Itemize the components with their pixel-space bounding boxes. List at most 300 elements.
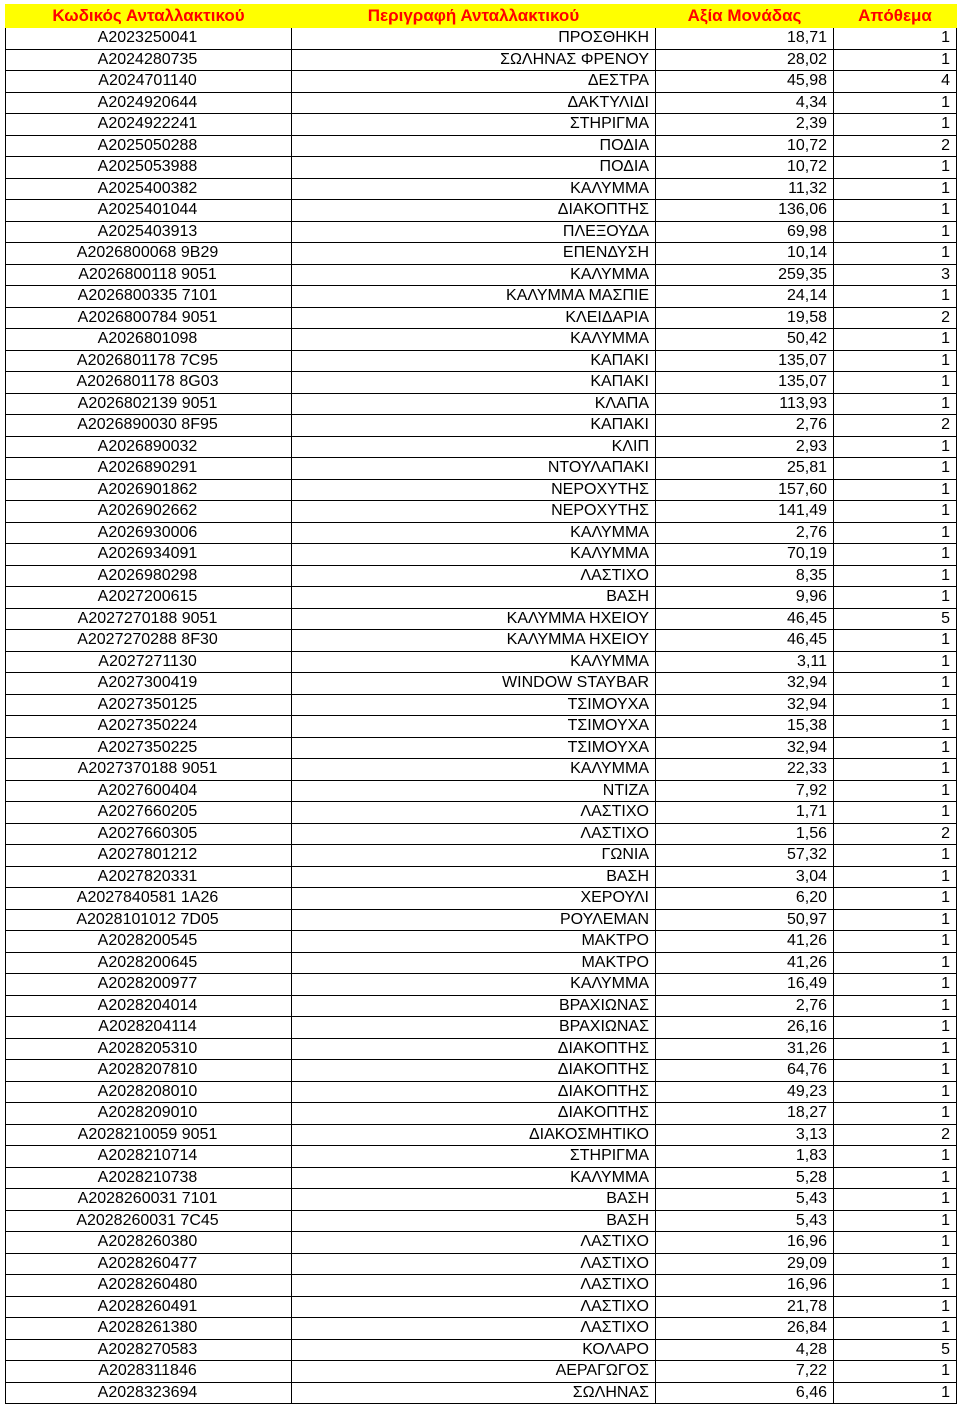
unit-price-cell[interactable]: 50,97: [656, 909, 834, 931]
stock-cell[interactable]: 1: [834, 737, 957, 759]
table-row[interactable]: [6, 1339, 957, 1361]
unit-price-cell[interactable]: 18,71: [656, 28, 834, 50]
part-code-cell[interactable]: A2027270288 8F30: [6, 630, 292, 652]
unit-price-cell[interactable]: 2,39: [656, 114, 834, 136]
unit-price-cell[interactable]: 28,02: [656, 49, 834, 71]
unit-price-cell[interactable]: 19,58: [656, 307, 834, 329]
table-row[interactable]: [6, 866, 957, 888]
part-description-cell[interactable]: ΜΑΚΤΡΟ: [292, 931, 656, 953]
table-row[interactable]: [6, 544, 957, 566]
part-description-cell[interactable]: ΚΑΠΑΚΙ: [292, 372, 656, 394]
stock-cell[interactable]: 1: [834, 436, 957, 458]
unit-price-cell[interactable]: 3,11: [656, 651, 834, 673]
part-description-cell[interactable]: ΚΑΛΥΜΜΑ: [292, 329, 656, 351]
table-row[interactable]: [6, 952, 957, 974]
part-code-cell[interactable]: A2024280735: [6, 49, 292, 71]
part-description-cell[interactable]: ΛΑΣΤΙΧΟ: [292, 802, 656, 824]
unit-price-cell[interactable]: 3,04: [656, 866, 834, 888]
stock-cell[interactable]: 1: [834, 952, 957, 974]
table-row[interactable]: [6, 286, 957, 308]
part-code-cell[interactable]: A2026800118 9051: [6, 264, 292, 286]
unit-price-cell[interactable]: 32,94: [656, 673, 834, 695]
unit-price-cell[interactable]: 15,38: [656, 716, 834, 738]
part-description-cell[interactable]: ΔΙΑΚΟΠΤΗΣ: [292, 200, 656, 222]
part-description-cell[interactable]: ΛΑΣΤΙΧΟ: [292, 1296, 656, 1318]
part-code-cell[interactable]: A2027300419: [6, 673, 292, 695]
stock-cell[interactable]: 1: [834, 651, 957, 673]
unit-price-cell[interactable]: 29,09: [656, 1253, 834, 1275]
part-code-cell[interactable]: A2027270188 9051: [6, 608, 292, 630]
column-header-stock[interactable]: Απόθεμα: [834, 5, 957, 28]
part-code-cell[interactable]: A2027840581 1A26: [6, 888, 292, 910]
part-description-cell[interactable]: WINDOW STAYBAR: [292, 673, 656, 695]
part-description-cell[interactable]: ΡΟΥΛΕΜΑΝ: [292, 909, 656, 931]
part-code-cell[interactable]: A2025053988: [6, 157, 292, 179]
stock-cell[interactable]: 1: [834, 565, 957, 587]
unit-price-cell[interactable]: 22,33: [656, 759, 834, 781]
part-description-cell[interactable]: ΕΠΕΝΔΥΣΗ: [292, 243, 656, 265]
part-description-cell[interactable]: ΚΑΛΥΜΜΑ ΗΧΕΙΟΥ: [292, 630, 656, 652]
unit-price-cell[interactable]: 135,07: [656, 372, 834, 394]
part-description-cell[interactable]: ΣΤΗΡΙΓΜΑ: [292, 1146, 656, 1168]
stock-cell[interactable]: 2: [834, 823, 957, 845]
unit-price-cell[interactable]: 10,14: [656, 243, 834, 265]
part-code-cell[interactable]: A2027350224: [6, 716, 292, 738]
table-row[interactable]: [6, 565, 957, 587]
stock-cell[interactable]: 1: [834, 393, 957, 415]
table-row[interactable]: [6, 1038, 957, 1060]
part-description-cell[interactable]: ΚΑΛΥΜΜΑ: [292, 974, 656, 996]
unit-price-cell[interactable]: 2,76: [656, 522, 834, 544]
stock-cell[interactable]: 1: [834, 544, 957, 566]
table-row[interactable]: [6, 630, 957, 652]
part-description-cell[interactable]: ΚΑΛΥΜΜΑ ΗΧΕΙΟΥ: [292, 608, 656, 630]
part-code-cell[interactable]: A2026890291: [6, 458, 292, 480]
unit-price-cell[interactable]: 8,35: [656, 565, 834, 587]
stock-cell[interactable]: 4: [834, 71, 957, 93]
stock-cell[interactable]: 1: [834, 780, 957, 802]
table-row[interactable]: [6, 436, 957, 458]
part-code-cell[interactable]: A2027200615: [6, 587, 292, 609]
table-row[interactable]: [6, 737, 957, 759]
part-code-cell[interactable]: A2028260477: [6, 1253, 292, 1275]
table-row[interactable]: [6, 350, 957, 372]
part-code-cell[interactable]: A2026800784 9051: [6, 307, 292, 329]
stock-cell[interactable]: 1: [834, 92, 957, 114]
table-row[interactable]: [6, 1103, 957, 1125]
table-row[interactable]: [6, 200, 957, 222]
part-code-cell[interactable]: A2027801212: [6, 845, 292, 867]
table-row[interactable]: [6, 694, 957, 716]
part-description-cell[interactable]: ΓΩΝΙΑ: [292, 845, 656, 867]
unit-price-cell[interactable]: 25,81: [656, 458, 834, 480]
part-code-cell[interactable]: A2027350125: [6, 694, 292, 716]
part-description-cell[interactable]: ΔΙΑΚΟΠΤΗΣ: [292, 1103, 656, 1125]
stock-cell[interactable]: 1: [834, 845, 957, 867]
table-row[interactable]: [6, 1017, 957, 1039]
stock-cell[interactable]: 1: [834, 200, 957, 222]
part-code-cell[interactable]: A2028270583: [6, 1339, 292, 1361]
stock-cell[interactable]: 1: [834, 1296, 957, 1318]
table-row[interactable]: [6, 329, 957, 351]
stock-cell[interactable]: 1: [834, 49, 957, 71]
table-row[interactable]: [6, 1146, 957, 1168]
stock-cell[interactable]: 1: [834, 1060, 957, 1082]
table-row[interactable]: [6, 221, 957, 243]
part-description-cell[interactable]: ΚΛΕΙΔΑΡΙΑ: [292, 307, 656, 329]
unit-price-cell[interactable]: 5,43: [656, 1189, 834, 1211]
part-description-cell[interactable]: ΝΤΙΖΑ: [292, 780, 656, 802]
table-row[interactable]: [6, 823, 957, 845]
unit-price-cell[interactable]: 16,96: [656, 1232, 834, 1254]
unit-price-cell[interactable]: 3,13: [656, 1124, 834, 1146]
table-row[interactable]: [6, 1361, 957, 1383]
stock-cell[interactable]: 1: [834, 1167, 957, 1189]
part-code-cell[interactable]: A2026801178 8G03: [6, 372, 292, 394]
stock-cell[interactable]: 1: [834, 1318, 957, 1340]
part-description-cell[interactable]: ΔΙΑΚΟΠΤΗΣ: [292, 1081, 656, 1103]
part-description-cell[interactable]: ΔΙΑΚΟΠΤΗΣ: [292, 1060, 656, 1082]
stock-cell[interactable]: 1: [834, 802, 957, 824]
stock-cell[interactable]: 1: [834, 1361, 957, 1383]
stock-cell[interactable]: 1: [834, 501, 957, 523]
part-description-cell[interactable]: ΣΩΛΗΝΑΣ ΦΡΕΝΟΥ: [292, 49, 656, 71]
unit-price-cell[interactable]: 7,92: [656, 780, 834, 802]
unit-price-cell[interactable]: 6,20: [656, 888, 834, 910]
table-row[interactable]: [6, 71, 957, 93]
part-code-cell[interactable]: A2028101012 7D05: [6, 909, 292, 931]
stock-cell[interactable]: 1: [834, 1253, 957, 1275]
unit-price-cell[interactable]: 69,98: [656, 221, 834, 243]
stock-cell[interactable]: 1: [834, 1382, 957, 1404]
unit-price-cell[interactable]: 41,26: [656, 952, 834, 974]
stock-cell[interactable]: 1: [834, 114, 957, 136]
part-description-cell[interactable]: ΠΟΔΙΑ: [292, 157, 656, 179]
part-description-cell[interactable]: ΝΕΡΟΧΥΤΗΣ: [292, 501, 656, 523]
stock-cell[interactable]: 1: [834, 1189, 957, 1211]
part-description-cell[interactable]: ΠΛΕΞΟΥΔΑ: [292, 221, 656, 243]
unit-price-cell[interactable]: 5,28: [656, 1167, 834, 1189]
unit-price-cell[interactable]: 57,32: [656, 845, 834, 867]
part-code-cell[interactable]: A2028260480: [6, 1275, 292, 1297]
part-code-cell[interactable]: A2028260491: [6, 1296, 292, 1318]
stock-cell[interactable]: 1: [834, 178, 957, 200]
part-description-cell[interactable]: ΠΟΔΙΑ: [292, 135, 656, 157]
stock-cell[interactable]: 1: [834, 995, 957, 1017]
part-code-cell[interactable]: A2024922241: [6, 114, 292, 136]
table-row[interactable]: [6, 114, 957, 136]
part-description-cell[interactable]: ΚΑΛΥΜΜΑ: [292, 651, 656, 673]
part-description-cell[interactable]: ΚΑΛΥΜΜΑ: [292, 544, 656, 566]
unit-price-cell[interactable]: 7,22: [656, 1361, 834, 1383]
part-code-cell[interactable]: A2027350225: [6, 737, 292, 759]
stock-cell[interactable]: 1: [834, 221, 957, 243]
unit-price-cell[interactable]: 64,76: [656, 1060, 834, 1082]
part-description-cell[interactable]: ΔΕΣΤΡΑ: [292, 71, 656, 93]
table-row[interactable]: [6, 716, 957, 738]
table-row[interactable]: [6, 479, 957, 501]
part-code-cell[interactable]: A2026890030 8F95: [6, 415, 292, 437]
table-row[interactable]: [6, 178, 957, 200]
unit-price-cell[interactable]: 141,49: [656, 501, 834, 523]
part-description-cell[interactable]: ΚΑΛΥΜΜΑ: [292, 178, 656, 200]
part-description-cell[interactable]: ΛΑΣΤΙΧΟ: [292, 1232, 656, 1254]
part-description-cell[interactable]: ΚΟΛΑΡΟ: [292, 1339, 656, 1361]
stock-cell[interactable]: 1: [834, 458, 957, 480]
part-code-cell[interactable]: A2024701140: [6, 71, 292, 93]
table-row[interactable]: [6, 974, 957, 996]
stock-cell[interactable]: 1: [834, 28, 957, 50]
table-row[interactable]: [6, 1382, 957, 1404]
unit-price-cell[interactable]: 259,35: [656, 264, 834, 286]
part-description-cell[interactable]: ΒΑΣΗ: [292, 587, 656, 609]
part-code-cell[interactable]: A2026930006: [6, 522, 292, 544]
part-code-cell[interactable]: A2026802139 9051: [6, 393, 292, 415]
part-code-cell[interactable]: A2028260031 7101: [6, 1189, 292, 1211]
stock-cell[interactable]: 1: [834, 630, 957, 652]
part-description-cell[interactable]: ΚΑΛΥΜΜΑ ΜΑΣΠΙΕ: [292, 286, 656, 308]
part-code-cell[interactable]: A2026890032: [6, 436, 292, 458]
table-row[interactable]: [6, 1060, 957, 1082]
part-code-cell[interactable]: A2026800068 9B29: [6, 243, 292, 265]
stock-cell[interactable]: 1: [834, 479, 957, 501]
table-row[interactable]: [6, 1189, 957, 1211]
part-description-cell[interactable]: ΚΑΠΑΚΙ: [292, 415, 656, 437]
stock-cell[interactable]: 1: [834, 974, 957, 996]
unit-price-cell[interactable]: 32,94: [656, 694, 834, 716]
stock-cell[interactable]: 1: [834, 243, 957, 265]
part-code-cell[interactable]: A2028323694: [6, 1382, 292, 1404]
column-header-part-code[interactable]: Κωδικός Ανταλλακτικού: [6, 5, 292, 28]
table-row[interactable]: [6, 673, 957, 695]
stock-cell[interactable]: 5: [834, 608, 957, 630]
unit-price-cell[interactable]: 2,76: [656, 995, 834, 1017]
part-description-cell[interactable]: ΤΣΙΜΟΥΧΑ: [292, 716, 656, 738]
table-row[interactable]: [6, 92, 957, 114]
stock-cell[interactable]: 1: [834, 522, 957, 544]
part-description-cell[interactable]: ΧΕΡΟΥΛΙ: [292, 888, 656, 910]
part-description-cell[interactable]: ΠΡΟΣΘΗΚΗ: [292, 28, 656, 50]
stock-cell[interactable]: 2: [834, 415, 957, 437]
unit-price-cell[interactable]: 24,14: [656, 286, 834, 308]
part-code-cell[interactable]: A2026801178 7C95: [6, 350, 292, 372]
stock-cell[interactable]: 1: [834, 1210, 957, 1232]
unit-price-cell[interactable]: 21,78: [656, 1296, 834, 1318]
table-row[interactable]: [6, 264, 957, 286]
part-code-cell[interactable]: A2027600404: [6, 780, 292, 802]
unit-price-cell[interactable]: 2,76: [656, 415, 834, 437]
stock-cell[interactable]: 3: [834, 264, 957, 286]
table-row[interactable]: [6, 372, 957, 394]
unit-price-cell[interactable]: 70,19: [656, 544, 834, 566]
part-code-cell[interactable]: A2028200545: [6, 931, 292, 953]
part-code-cell[interactable]: A2026901862: [6, 479, 292, 501]
table-row[interactable]: [6, 1124, 957, 1146]
stock-cell[interactable]: 1: [834, 1146, 957, 1168]
unit-price-cell[interactable]: 41,26: [656, 931, 834, 953]
part-code-cell[interactable]: A2028208010: [6, 1081, 292, 1103]
part-description-cell[interactable]: ΛΑΣΤΙΧΟ: [292, 565, 656, 587]
table-row[interactable]: [6, 1275, 957, 1297]
table-row[interactable]: [6, 243, 957, 265]
table-row[interactable]: [6, 1210, 957, 1232]
unit-price-cell[interactable]: 18,27: [656, 1103, 834, 1125]
table-row[interactable]: [6, 608, 957, 630]
part-description-cell[interactable]: ΒΡΑΧΙΩΝΑΣ: [292, 1017, 656, 1039]
unit-price-cell[interactable]: 1,56: [656, 823, 834, 845]
table-row[interactable]: [6, 135, 957, 157]
part-code-cell[interactable]: A2028209010: [6, 1103, 292, 1125]
table-row[interactable]: [6, 802, 957, 824]
part-code-cell[interactable]: A2028210059 9051: [6, 1124, 292, 1146]
part-description-cell[interactable]: ΚΛΙΠ: [292, 436, 656, 458]
table-row[interactable]: [6, 501, 957, 523]
unit-price-cell[interactable]: 136,06: [656, 200, 834, 222]
unit-price-cell[interactable]: 157,60: [656, 479, 834, 501]
stock-cell[interactable]: 1: [834, 888, 957, 910]
part-code-cell[interactable]: A2026902662: [6, 501, 292, 523]
table-row[interactable]: [6, 49, 957, 71]
table-row[interactable]: [6, 780, 957, 802]
table-row[interactable]: [6, 393, 957, 415]
part-description-cell[interactable]: ΚΛΑΠΑ: [292, 393, 656, 415]
part-code-cell[interactable]: A2027660305: [6, 823, 292, 845]
unit-price-cell[interactable]: 46,45: [656, 608, 834, 630]
table-row[interactable]: [6, 587, 957, 609]
part-description-cell[interactable]: ΛΑΣΤΙΧΟ: [292, 1318, 656, 1340]
column-header-unit-price[interactable]: Αξία Μονάδας: [656, 5, 834, 28]
part-description-cell[interactable]: ΚΑΛΥΜΜΑ: [292, 1167, 656, 1189]
table-row[interactable]: [6, 888, 957, 910]
part-code-cell[interactable]: A2024920644: [6, 92, 292, 114]
part-description-cell[interactable]: ΛΑΣΤΙΧΟ: [292, 1275, 656, 1297]
part-code-cell[interactable]: A2028200645: [6, 952, 292, 974]
part-description-cell[interactable]: ΚΑΛΥΜΜΑ: [292, 522, 656, 544]
stock-cell[interactable]: 1: [834, 372, 957, 394]
unit-price-cell[interactable]: 2,93: [656, 436, 834, 458]
part-code-cell[interactable]: A2026801098: [6, 329, 292, 351]
table-row[interactable]: [6, 1232, 957, 1254]
unit-price-cell[interactable]: 31,26: [656, 1038, 834, 1060]
stock-cell[interactable]: 1: [834, 1103, 957, 1125]
part-description-cell[interactable]: ΒΡΑΧΙΩΝΑΣ: [292, 995, 656, 1017]
part-code-cell[interactable]: A2028200977: [6, 974, 292, 996]
table-row[interactable]: [6, 1167, 957, 1189]
unit-price-cell[interactable]: 1,83: [656, 1146, 834, 1168]
part-code-cell[interactable]: A2028210714: [6, 1146, 292, 1168]
part-description-cell[interactable]: ΜΑΚΤΡΟ: [292, 952, 656, 974]
part-code-cell[interactable]: A2026934091: [6, 544, 292, 566]
stock-cell[interactable]: 5: [834, 1339, 957, 1361]
unit-price-cell[interactable]: 6,46: [656, 1382, 834, 1404]
part-code-cell[interactable]: A2025400382: [6, 178, 292, 200]
stock-cell[interactable]: 1: [834, 694, 957, 716]
table-row[interactable]: [6, 931, 957, 953]
stock-cell[interactable]: 1: [834, 587, 957, 609]
unit-price-cell[interactable]: 45,98: [656, 71, 834, 93]
part-code-cell[interactable]: A2023250041: [6, 28, 292, 50]
stock-cell[interactable]: 1: [834, 716, 957, 738]
unit-price-cell[interactable]: 11,32: [656, 178, 834, 200]
part-description-cell[interactable]: ΣΤΗΡΙΓΜΑ: [292, 114, 656, 136]
unit-price-cell[interactable]: 10,72: [656, 135, 834, 157]
unit-price-cell[interactable]: 4,34: [656, 92, 834, 114]
part-code-cell[interactable]: A2027820331: [6, 866, 292, 888]
part-code-cell[interactable]: A2028260380: [6, 1232, 292, 1254]
unit-price-cell[interactable]: 26,84: [656, 1318, 834, 1340]
stock-cell[interactable]: 1: [834, 673, 957, 695]
part-code-cell[interactable]: A2027660205: [6, 802, 292, 824]
part-code-cell[interactable]: A2028260031 7C45: [6, 1210, 292, 1232]
table-row[interactable]: [6, 651, 957, 673]
part-code-cell[interactable]: A2028311846: [6, 1361, 292, 1383]
part-code-cell[interactable]: A2025401044: [6, 200, 292, 222]
part-description-cell[interactable]: ΛΑΣΤΙΧΟ: [292, 823, 656, 845]
stock-cell[interactable]: 2: [834, 135, 957, 157]
part-description-cell[interactable]: ΔΑΚΤΥΛΙΔΙ: [292, 92, 656, 114]
unit-price-cell[interactable]: 49,23: [656, 1081, 834, 1103]
unit-price-cell[interactable]: 9,96: [656, 587, 834, 609]
part-description-cell[interactable]: ΚΑΠΑΚΙ: [292, 350, 656, 372]
stock-cell[interactable]: 1: [834, 1038, 957, 1060]
unit-price-cell[interactable]: 32,94: [656, 737, 834, 759]
stock-cell[interactable]: 1: [834, 350, 957, 372]
part-description-cell[interactable]: ΒΑΣΗ: [292, 1189, 656, 1211]
part-description-cell[interactable]: ΝΤΟΥΛΑΠΑΚΙ: [292, 458, 656, 480]
table-row[interactable]: [6, 995, 957, 1017]
part-code-cell[interactable]: A2028261380: [6, 1318, 292, 1340]
part-code-cell[interactable]: A2028204114: [6, 1017, 292, 1039]
part-description-cell[interactable]: ΛΑΣΤΙΧΟ: [292, 1253, 656, 1275]
stock-cell[interactable]: 1: [834, 329, 957, 351]
unit-price-cell[interactable]: 50,42: [656, 329, 834, 351]
part-description-cell[interactable]: ΣΩΛΗΝΑΣ: [292, 1382, 656, 1404]
part-description-cell[interactable]: ΚΑΛΥΜΜΑ: [292, 264, 656, 286]
stock-cell[interactable]: 1: [834, 286, 957, 308]
part-code-cell[interactable]: A2027370188 9051: [6, 759, 292, 781]
table-row[interactable]: [6, 1253, 957, 1275]
part-description-cell[interactable]: ΒΑΣΗ: [292, 1210, 656, 1232]
part-description-cell[interactable]: ΝΕΡΟΧΥΤΗΣ: [292, 479, 656, 501]
unit-price-cell[interactable]: 26,16: [656, 1017, 834, 1039]
stock-cell[interactable]: 1: [834, 1232, 957, 1254]
table-row[interactable]: [6, 909, 957, 931]
part-description-cell[interactable]: ΒΑΣΗ: [292, 866, 656, 888]
part-code-cell[interactable]: A2027271130: [6, 651, 292, 673]
part-description-cell[interactable]: ΑΕΡΑΓΩΓΟΣ: [292, 1361, 656, 1383]
unit-price-cell[interactable]: 113,93: [656, 393, 834, 415]
table-row[interactable]: [6, 1081, 957, 1103]
stock-cell[interactable]: 2: [834, 307, 957, 329]
part-code-cell[interactable]: A2028207810: [6, 1060, 292, 1082]
table-row[interactable]: [6, 458, 957, 480]
table-row[interactable]: [6, 1318, 957, 1340]
unit-price-cell[interactable]: 16,49: [656, 974, 834, 996]
stock-cell[interactable]: 1: [834, 157, 957, 179]
table-row[interactable]: [6, 415, 957, 437]
stock-cell[interactable]: 1: [834, 1081, 957, 1103]
part-code-cell[interactable]: A2028210738: [6, 1167, 292, 1189]
table-row[interactable]: [6, 307, 957, 329]
stock-cell[interactable]: 2: [834, 1124, 957, 1146]
part-description-cell[interactable]: ΔΙΑΚΟΣΜΗΤΙΚΟ: [292, 1124, 656, 1146]
unit-price-cell[interactable]: 46,45: [656, 630, 834, 652]
part-code-cell[interactable]: A2026980298: [6, 565, 292, 587]
table-row[interactable]: [6, 157, 957, 179]
part-description-cell[interactable]: ΔΙΑΚΟΠΤΗΣ: [292, 1038, 656, 1060]
stock-cell[interactable]: 1: [834, 759, 957, 781]
stock-cell[interactable]: 1: [834, 1275, 957, 1297]
